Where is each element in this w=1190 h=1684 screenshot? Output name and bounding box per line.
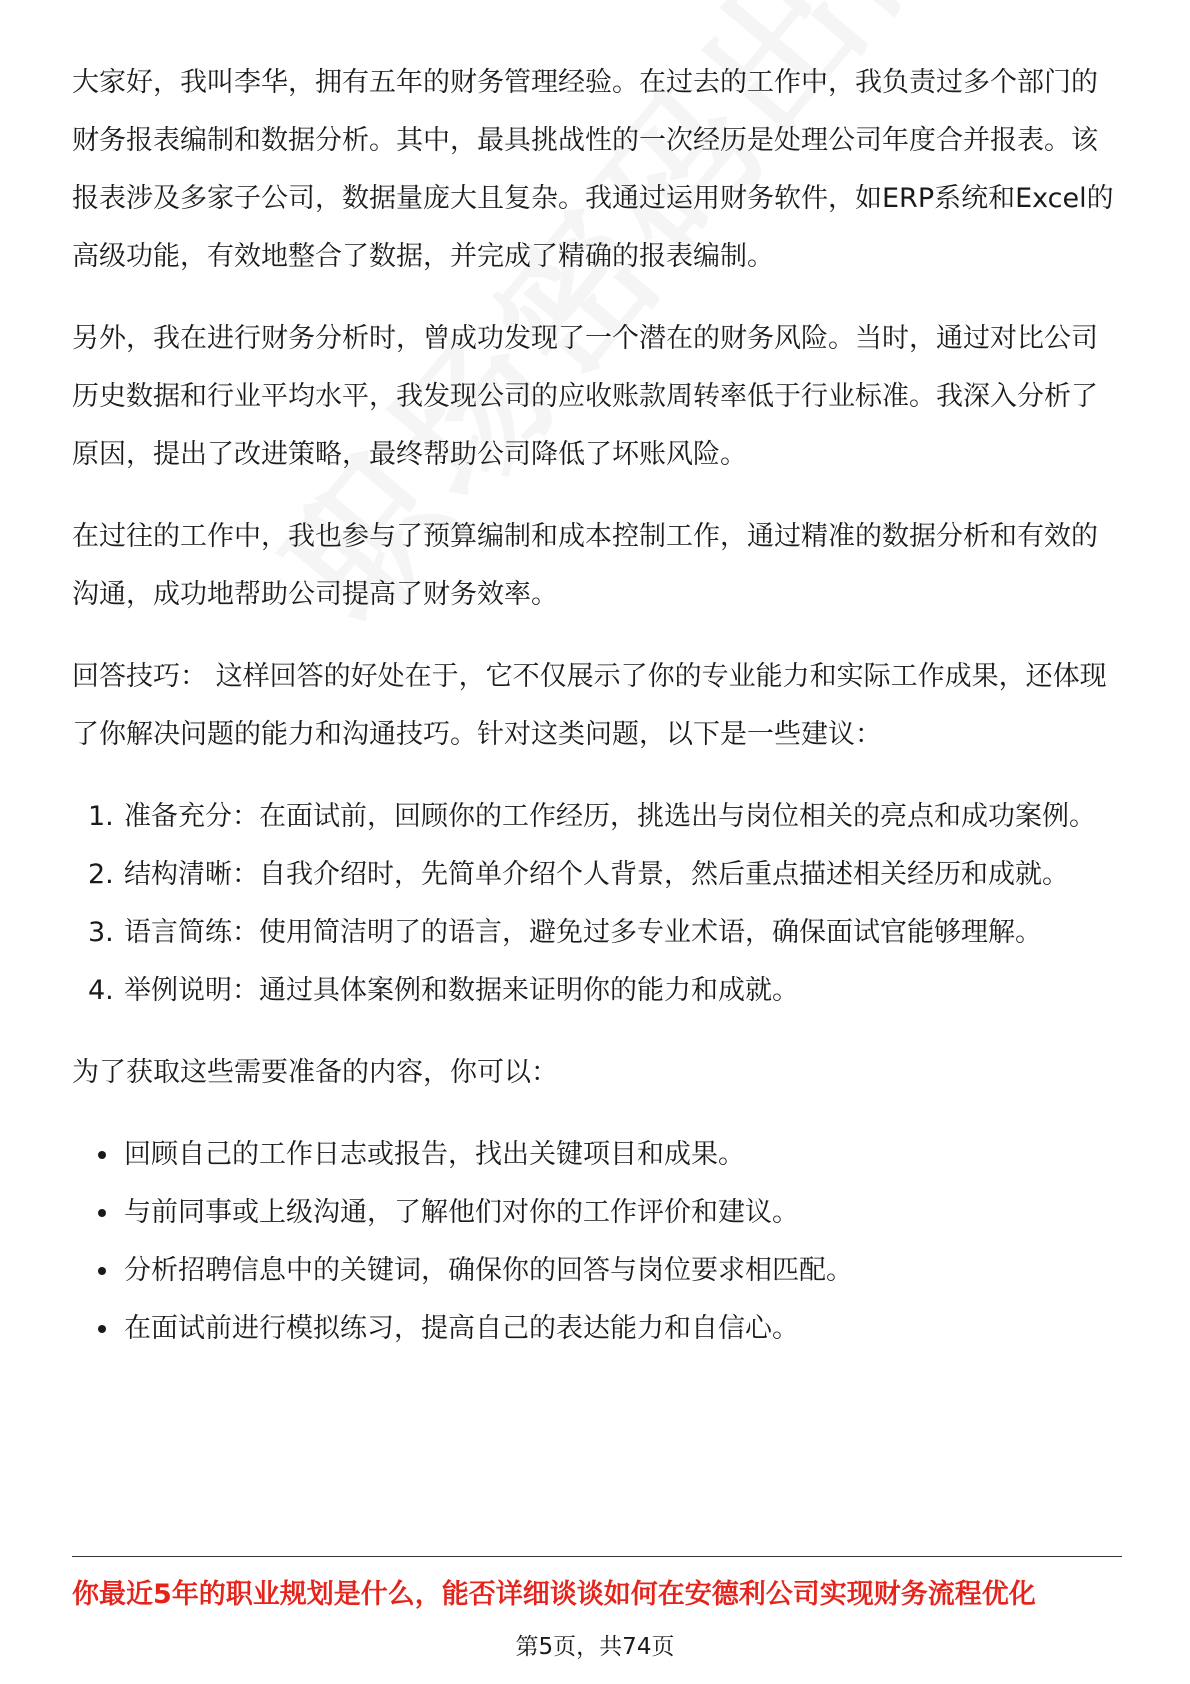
list-item-text: 在面试前进行模拟练习，提高自己的表达能力和自信心。 [124, 1313, 799, 1344]
list-item [72, 962, 1122, 1020]
list-item [72, 1300, 1122, 1358]
list-item-text: 语言简练：使用简洁明了的语言，避免过多专业术语，确保面试官能够理解。 [124, 917, 1042, 948]
next-question-heading: 你最近5年的职业规划是什么，能否详细谈谈如何在安德利公司实现财务流程优化 [72, 1579, 1036, 1610]
list-item-text: 准备充分：在面试前，回顾你的工作经历，挑选出与岗位相关的亮点和成功案例。 [124, 801, 1096, 832]
paragraph-budget: 在过往的工作中，我也参与了预算编制和成本控制工作，通过精准的数据分析和有效的沟通，成功地帮助公司提高了财务效率。 [72, 521, 1098, 610]
prep-list [72, 1126, 1122, 1358]
divider [72, 1556, 1122, 1557]
bullet-icon [98, 1325, 106, 1333]
list-item [72, 788, 1122, 846]
list-number: 3. [88, 917, 114, 948]
list-item-text: 举例说明：通过具体案例和数据来证明你的能力和成就。 [124, 975, 799, 1006]
list-number: 1. [88, 801, 114, 832]
bullet-icon [98, 1151, 106, 1159]
list-item [72, 846, 1122, 904]
list-item [72, 1184, 1122, 1242]
list-item [72, 1242, 1122, 1300]
paragraph-prep-intro: 为了获取这些需要准备的内容，你可以： [72, 1057, 558, 1088]
list-item-text: 分析招聘信息中的关键词，确保你的回答与岗位要求相匹配。 [124, 1255, 853, 1286]
list-item-text: 结构清晰：自我介绍时，先简单介绍个人背景，然后重点描述相关经历和成就。 [124, 859, 1069, 890]
paragraph-experience: 大家好，我叫李华，拥有五年的财务管理经验。在过去的工作中，我负责过多个部门的财务报表编制和数据分析。其中，最具挑战性的一次经历是处理公司年度合并报表。该报表涉及多家子公司，数据量庞大且复杂。我通过运用财务软件，如ERP系统和Excel的高级功能，有效地整合了数据，并完成了精确的报表编制。 [72, 67, 1114, 272]
list-item-text: 与前同事或上级沟通，了解他们对你的工作评价和建议。 [124, 1197, 799, 1228]
list-item-text: 回顾自己的工作日志或报告，找出关键项目和成果。 [124, 1139, 745, 1170]
page-content [72, 54, 1122, 1358]
paragraph-risk: 另外，我在进行财务分析时，曾成功发现了一个潜在的财务风险。当时，通过对比公司历史数据和行业平均水平，我发现公司的应收账款周转率低于行业标准。我深入分析了原因，提出了改进策略，最终帮助公司降低了坏账风险。 [72, 323, 1098, 470]
tips-list [72, 788, 1122, 1020]
list-item [72, 1126, 1122, 1184]
list-item [72, 904, 1122, 962]
page-number: 第5页，共74页 [515, 1634, 675, 1660]
bullet-icon [98, 1267, 106, 1275]
list-number: 4. [88, 975, 114, 1006]
paragraph-answer-tips: 回答技巧： 这样回答的好处在于，它不仅展示了你的专业能力和实际工作成果，还体现了你解决问题的能力和沟通技巧。针对这类问题，以下是一些建议： [72, 661, 1107, 750]
bullet-icon [98, 1209, 106, 1217]
list-number: 2. [88, 859, 114, 890]
